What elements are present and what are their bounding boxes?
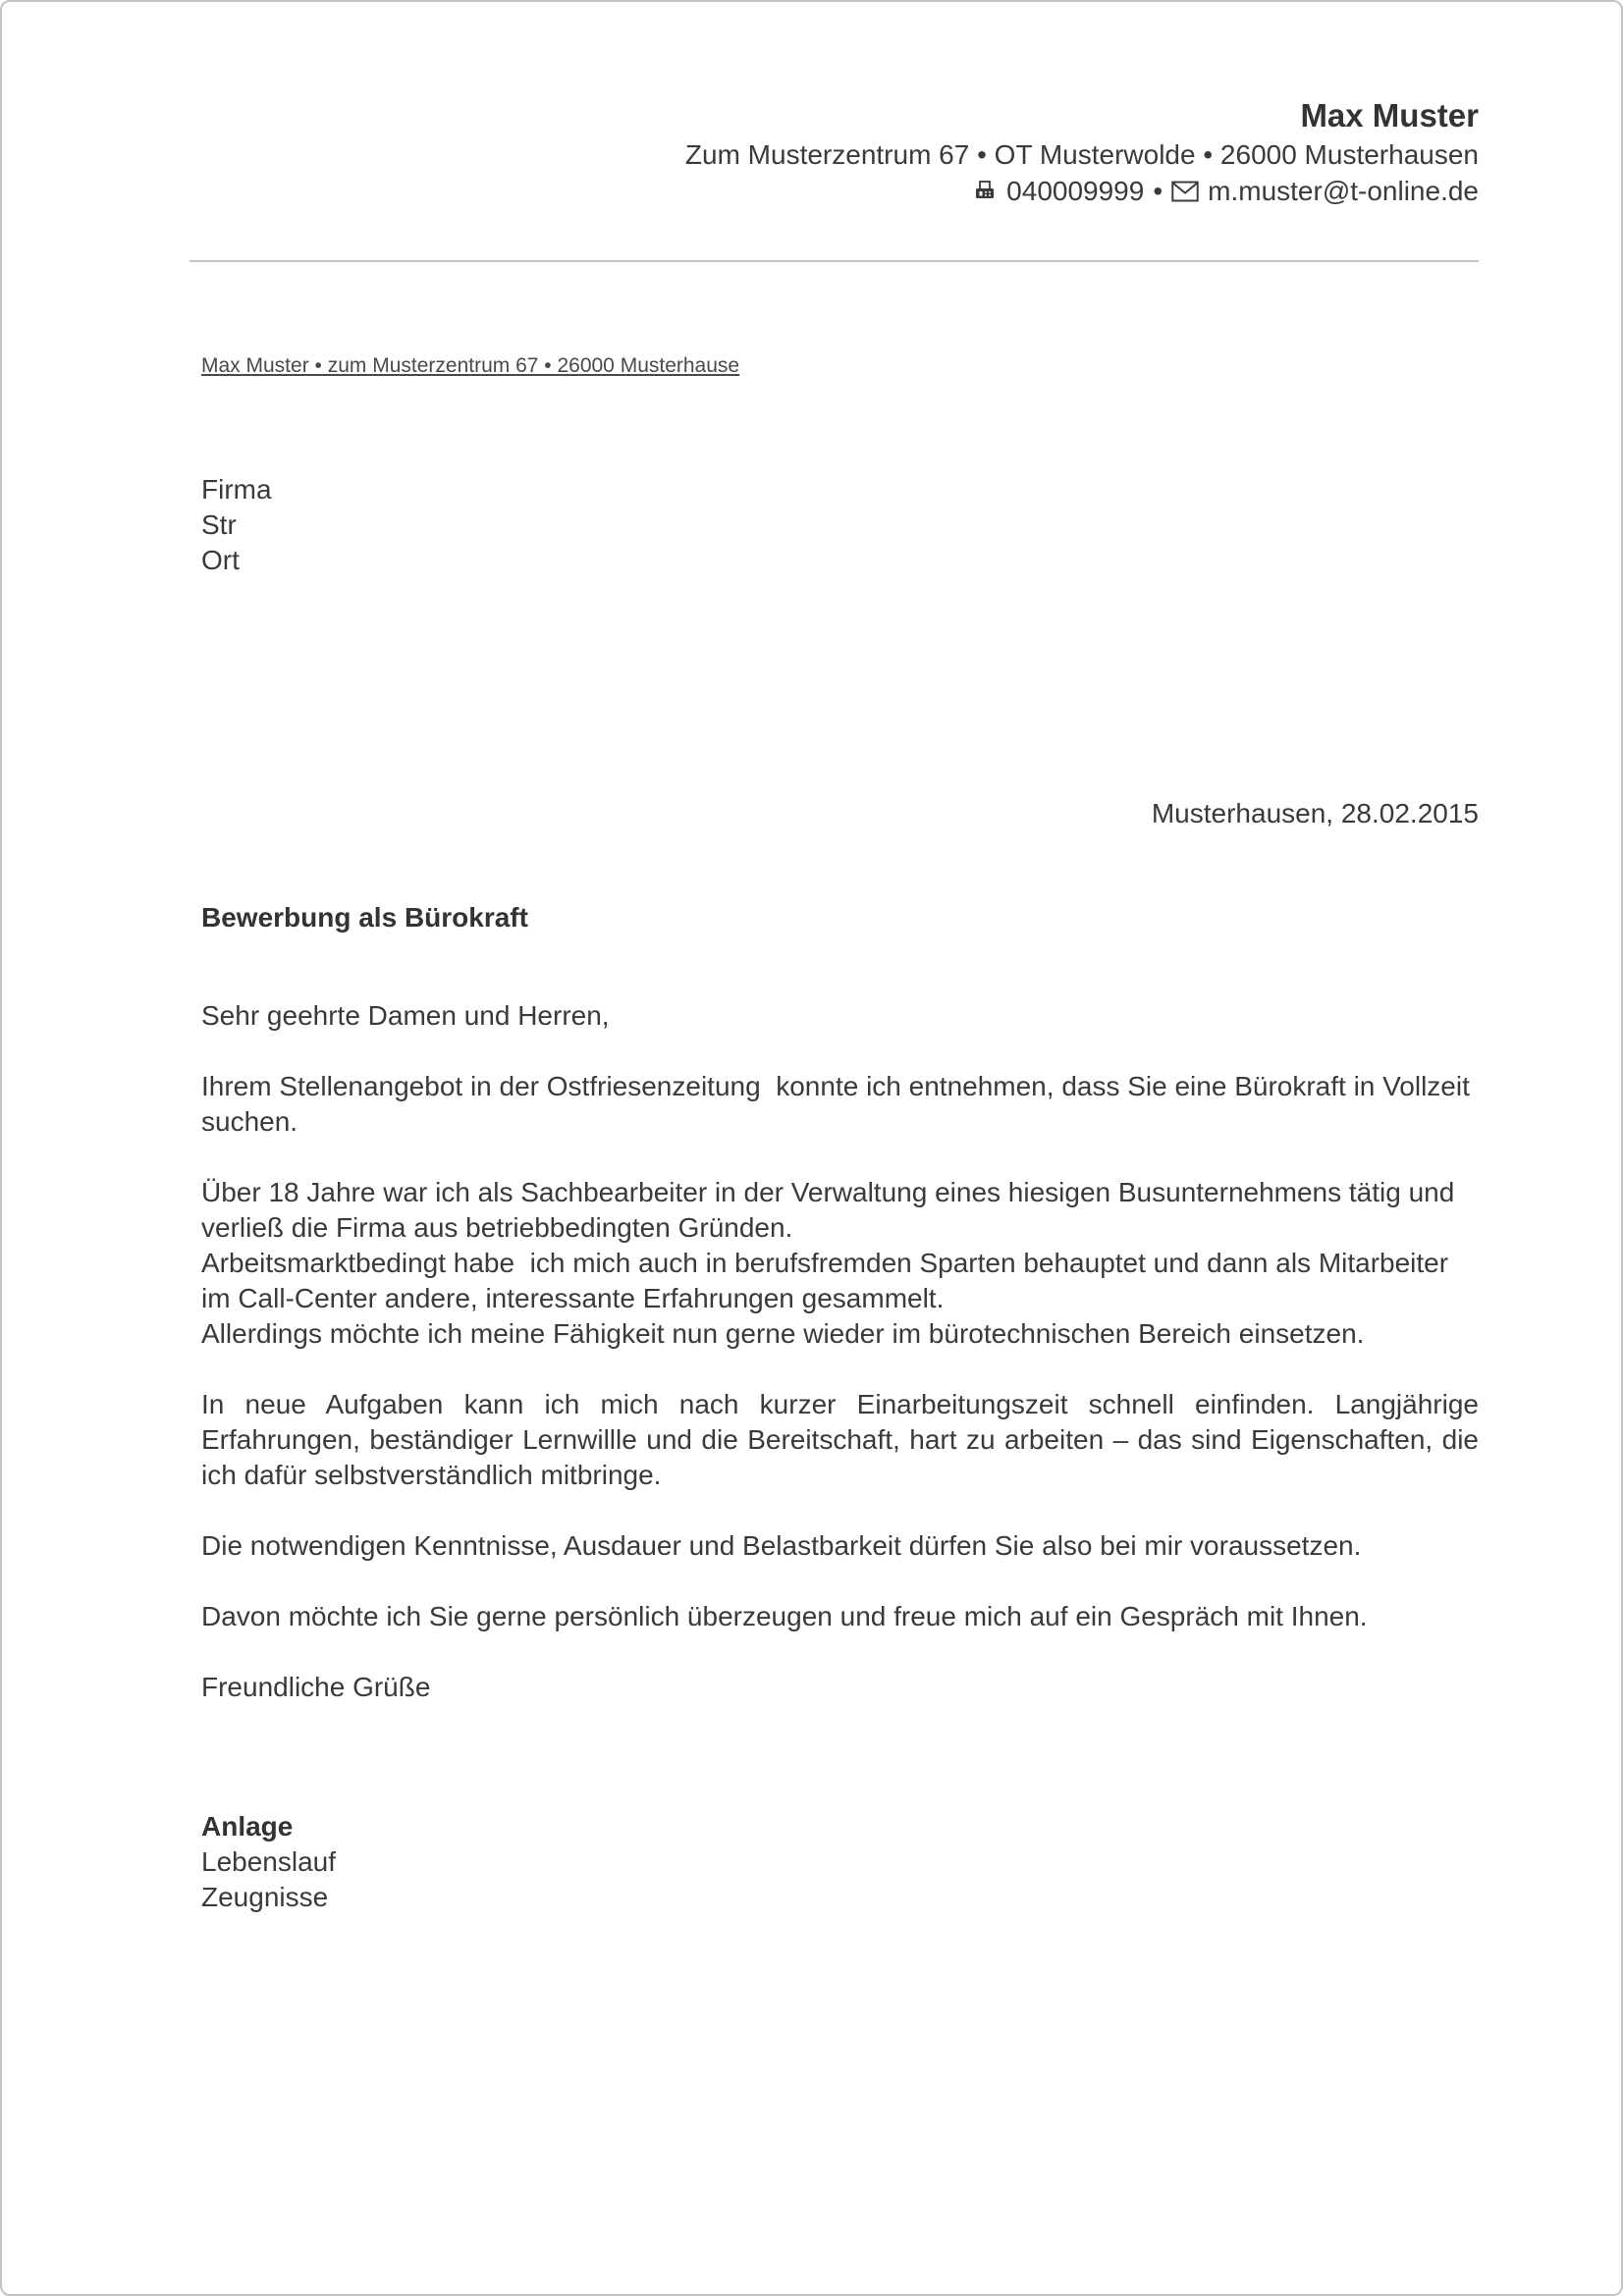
enclosure-item-lebenslauf: Lebenslauf: [201, 1846, 337, 1877]
paragraph-experience-group: [201, 1175, 1479, 1352]
recipient-city: Ort: [201, 545, 240, 575]
enclosure-block: [201, 1809, 1479, 1915]
paragraph-experience-3: Allerdings möchte ich meine Fähigkeit nun gerne wieder im bürotechnischen Bereich einsetzen.: [201, 1318, 1365, 1349]
letterhead: [201, 95, 1479, 209]
sender-phone: 040009999: [1006, 176, 1145, 206]
enclosure-title: Anlage: [201, 1811, 294, 1842]
paragraph-skills: In neue Aufgaben kann ich mich nach kurzer Einarbeitungszeit schnell einfinden. Langjährige Erfahrungen, beständiger Lernwillle und die Bereitschaft, hart zu arbeiten – das sind Eigenschaften, die ich dafür selbstverständlich mitbringe.: [201, 1389, 1479, 1490]
paragraph-experience-1: Über 18 Jahre war ich als Sachbearbeiter in der Verwaltung eines hiesigen Busunternehmens tätig und verließ die Firma aus betriebbedingten Gründen.: [201, 1177, 1463, 1243]
sender-email: m.muster@t-online.de: [1208, 176, 1479, 206]
sender-name: Max Muster: [1300, 97, 1479, 133]
header-divider: [189, 260, 1479, 262]
salutation: Sehr geehrte Damen und Herren,: [201, 1000, 610, 1031]
sender-contact-line: [201, 173, 1479, 209]
return-address-line: Max Muster • zum Musterzentrum 67 • 26000 Musterhause: [201, 354, 740, 377]
subject-line: Bewerbung als Bürokraft: [201, 902, 528, 933]
email-icon: [1171, 181, 1199, 202]
contact-separator: •: [1153, 176, 1163, 206]
enclosure-item-zeugnisse: Zeugnisse: [201, 1882, 329, 1912]
paragraph-intro: Ihrem Stellenangebot in der Ostfriesenzeitung konnte ich entnehmen, dass Sie eine Bürokraft in Vollzeit suchen.: [201, 1071, 1478, 1137]
paragraph-invitation: Davon möchte ich Sie gerne persönlich überzeugen und freue mich auf ein Gespräch mit Ihnen.: [201, 1601, 1368, 1631]
recipient-block: [201, 472, 1479, 578]
recipient-street: Str: [201, 509, 237, 540]
recipient-company: Firma: [201, 474, 272, 505]
date-line: Musterhausen, 28.02.2015: [1151, 798, 1479, 828]
paragraph-qualities: Die notwendigen Kenntnisse, Ausdauer und Belastbarkeit dürfen Sie also bei mir voraussetzen.: [201, 1530, 1362, 1561]
paragraph-experience-2: Arbeitsmarktbedingt habe ich mich auch in berufsfremden Sparten behauptet und dann als Mitarbeiter im Call-Center andere, interessante Erfahrungen gesammelt.: [201, 1248, 1456, 1313]
sender-address-line: Zum Musterzentrum 67 • OT Musterwolde • 26000 Musterhausen: [684, 139, 1479, 170]
closing: Freundliche Grüße: [201, 1672, 431, 1702]
fax-icon: [972, 180, 998, 203]
